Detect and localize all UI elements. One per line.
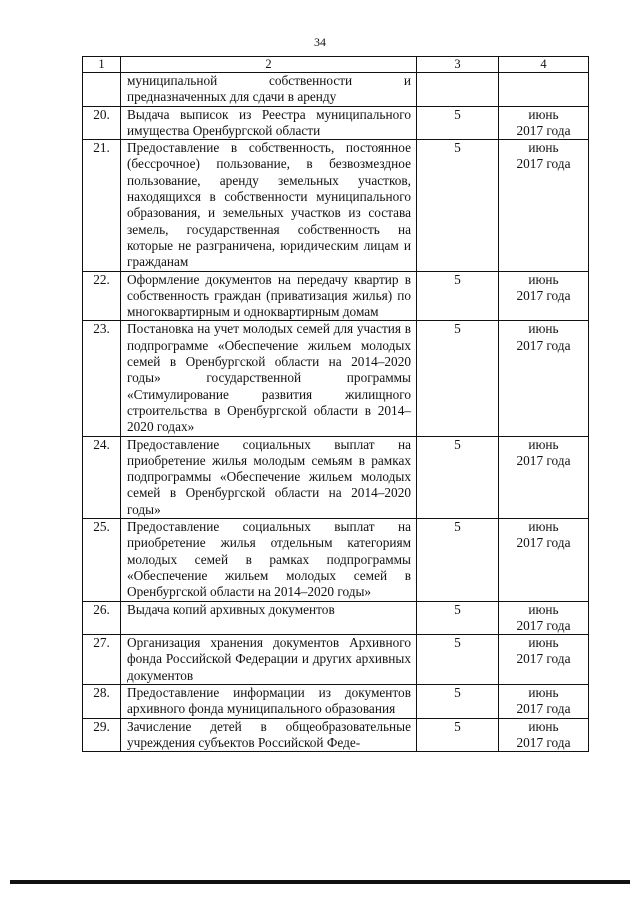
row-quantity: 5 xyxy=(417,635,499,685)
deadline-year: 2017 года xyxy=(516,452,571,468)
deadline-year: 2017 года xyxy=(516,122,571,138)
table-header-row xyxy=(83,57,589,73)
deadline-year: 2017 года xyxy=(516,651,571,667)
deadline-month: июнь xyxy=(528,106,559,122)
row-number: 26. xyxy=(83,601,121,635)
row-deadline xyxy=(499,718,589,752)
row-deadline xyxy=(499,684,589,718)
row-number: 25. xyxy=(83,519,121,601)
row-quantity: 5 xyxy=(417,436,499,518)
row-quantity: 5 xyxy=(417,321,499,436)
service-name: муниципальной собственности и предназначенных для сдачи в аренду xyxy=(121,73,417,107)
table-row xyxy=(83,718,589,752)
row-deadline xyxy=(499,601,589,635)
table-row xyxy=(83,271,589,321)
row-number: 29. xyxy=(83,718,121,752)
table-row-continuation xyxy=(83,73,589,107)
services-table xyxy=(82,56,589,752)
row-quantity: 5 xyxy=(417,140,499,271)
service-name: Предоставление информации из документов архивного фонда муниципального образования xyxy=(121,684,417,718)
deadline-month: июнь xyxy=(528,601,559,617)
row-deadline xyxy=(499,436,589,518)
table-row xyxy=(83,519,589,601)
deadline-year: 2017 года xyxy=(516,535,571,551)
row-quantity: 5 xyxy=(417,684,499,718)
service-name: Выдача копий архивных документов xyxy=(121,601,417,635)
row-deadline xyxy=(499,140,589,271)
row-quantity: 5 xyxy=(417,519,499,601)
deadline-month: июнь xyxy=(528,140,559,156)
deadline-year: 2017 года xyxy=(516,617,571,633)
row-deadline xyxy=(499,73,589,107)
column-header-1: 1 xyxy=(83,57,121,73)
column-header-2: 2 xyxy=(121,57,417,73)
row-number: 28. xyxy=(83,684,121,718)
row-number: 22. xyxy=(83,271,121,321)
bottom-border-line xyxy=(10,880,630,884)
deadline-year: 2017 года xyxy=(516,156,571,172)
deadline-month: июнь xyxy=(528,718,559,734)
row-quantity: 5 xyxy=(417,718,499,752)
table-row xyxy=(83,140,589,271)
column-header-3: 3 xyxy=(417,57,499,73)
service-name: Предоставление социальных выплат на приобретение жилья молодым семьям в рамках подпрограммы «Обеспечение жильем молодых семей в Оренбургской области на 2014–2020 годы» xyxy=(121,436,417,518)
table-row xyxy=(83,106,589,140)
service-name: Выдача выписок из Реестра муниципального имущества Оренбургской области xyxy=(121,106,417,140)
service-name: Зачисление детей в общеобразовательные учреждения субъектов Российской Феде- xyxy=(121,718,417,752)
page-number: 34 xyxy=(314,35,326,49)
deadline-month: июнь xyxy=(528,321,559,337)
deadline-month: июнь xyxy=(528,684,559,700)
service-name: Оформление документов на передачу квартир в собственность граждан (приватизация жилья) по многоквартирным и одноквартирным домам xyxy=(121,271,417,321)
deadline-month: июнь xyxy=(528,271,559,287)
table-row xyxy=(83,321,589,436)
table-row xyxy=(83,635,589,685)
column-header-4: 4 xyxy=(499,57,589,73)
deadline-month: июнь xyxy=(528,436,559,452)
deadline-year: 2017 года xyxy=(516,287,571,303)
table-row xyxy=(83,436,589,518)
row-deadline xyxy=(499,321,589,436)
row-number: 24. xyxy=(83,436,121,518)
row-number: 23. xyxy=(83,321,121,436)
row-number: 27. xyxy=(83,635,121,685)
row-quantity xyxy=(417,73,499,107)
service-name: Организация хранения документов Архивного фонда Российской Федерации и других архивных документов xyxy=(121,635,417,685)
service-name: Постановка на учет молодых семей для участия в подпрограмме «Обеспечение жильем молодых семей в Оренбургской области на 2014–2020 годы» государственной программы «Стимулирование развития жилищного строительства в Оренбургской области в 2014–2020 годах» xyxy=(121,321,417,436)
table-row xyxy=(83,684,589,718)
deadline-year: 2017 года xyxy=(516,701,571,717)
service-name: Предоставление социальных выплат на приобретение жилья отдельным категориям молодых семей в рамках подпрограммы «Обеспечение жильем молодых семей в Оренбургской области на 2014–2020 годы» xyxy=(121,519,417,601)
row-deadline xyxy=(499,271,589,321)
row-deadline xyxy=(499,106,589,140)
row-quantity: 5 xyxy=(417,106,499,140)
row-number: 21. xyxy=(83,140,121,271)
row-quantity: 5 xyxy=(417,271,499,321)
deadline-month: июнь xyxy=(528,635,559,651)
deadline-year: 2017 года xyxy=(516,734,571,750)
row-deadline xyxy=(499,635,589,685)
deadline-month: июнь xyxy=(528,519,559,535)
row-number: 20. xyxy=(83,106,121,140)
row-number xyxy=(83,73,121,107)
row-deadline xyxy=(499,519,589,601)
service-name: Предоставление в собственность, постоянное (бессрочное) пользование, в безвозмездное пользование, аренду земельных участков, находящихся в собственности муниципального образования, и земельных участков из состава земель, государственная собственность на которые не разграничена, юридическим лицам и гражданам xyxy=(121,140,417,271)
deadline-year: 2017 года xyxy=(516,337,571,353)
row-quantity: 5 xyxy=(417,601,499,635)
table-row xyxy=(83,601,589,635)
